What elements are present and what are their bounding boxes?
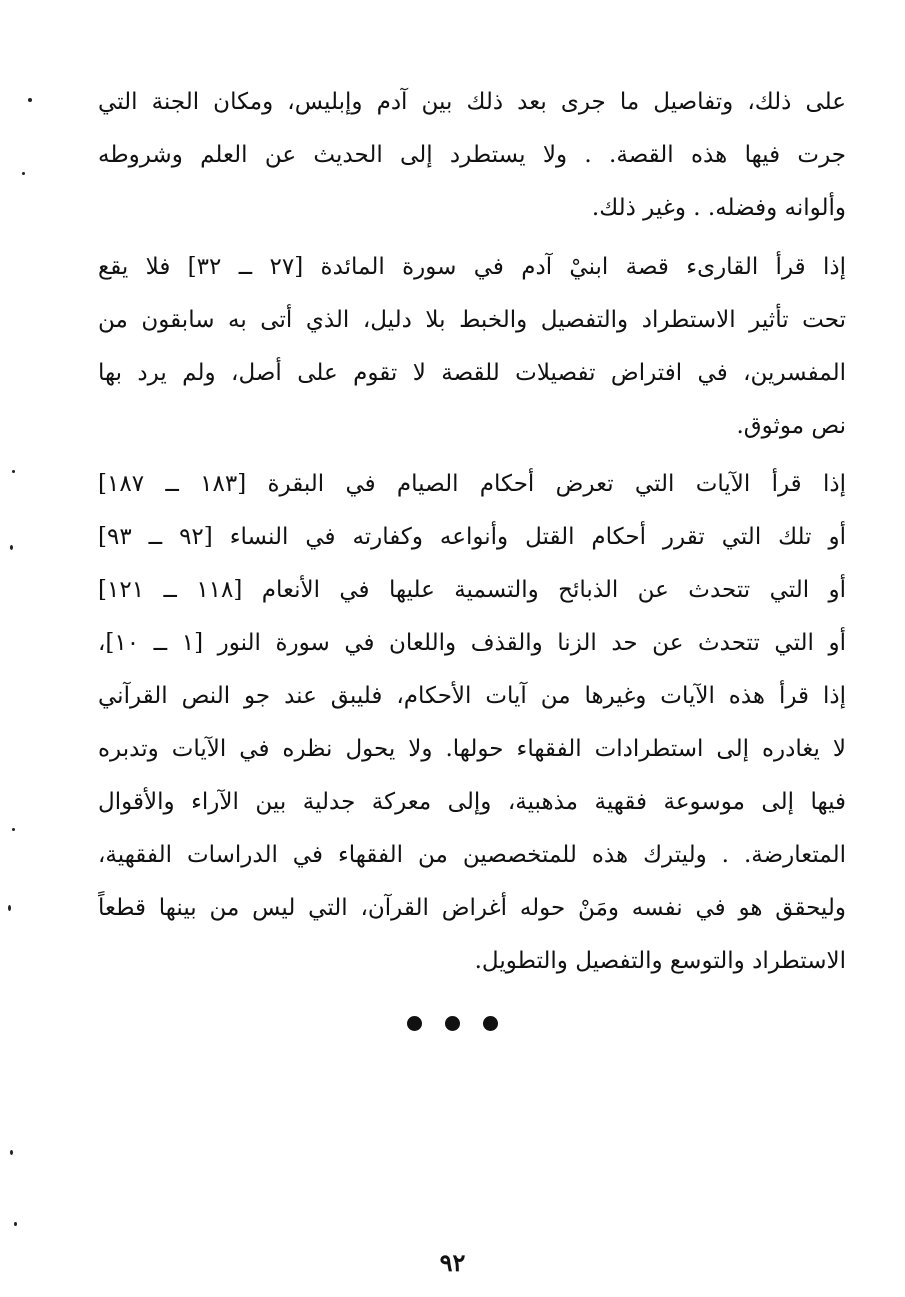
paragraph-2-line-4: نص موثوق. (736, 413, 846, 439)
paragraph-3-line-2: أو تلك التي تقرر أحكام القتل وأنواعه وكفارته في النساء [٩٢ ــ ٩٣] (98, 524, 846, 550)
scan-mark (28, 98, 32, 102)
paragraph-2-line-1: إذا قرأ القارىء قصة ابنيْ آدم في سورة المائدة [٢٧ ــ ٣٢] فلا يقع (98, 254, 846, 280)
paragraph-3-line-9: وليحقق هو في نفسه ومَنْ حوله أغراض القرآن، التي ليس من بينها قطعاً (98, 895, 846, 921)
separator-dot-icon (407, 1016, 422, 1031)
paragraph-2-line-3: المفسرين، في افتراض تفصيلات للقصة لا تقوم على أصل، ولم يرد بها (98, 360, 846, 386)
paragraph-3-line-5: إذا قرأ هذه الآيات وغيرها من آيات الأحكام، فليبق عند جو النص القرآني (98, 683, 846, 709)
paragraph-3-line-1: إذا قرأ الآيات التي تعرض أحكام الصيام في البقرة [١٨٣ ــ ١٨٧] (98, 471, 846, 497)
scan-mark (14, 1222, 17, 1226)
paragraph-3-line-8: المتعارضة. . وليترك هذه للمتخصصين من الفقهاء في الدراسات الفقهية، (98, 842, 846, 868)
scan-mark (10, 545, 13, 550)
paragraph-1 (98, 76, 846, 235)
paragraph-3-line-6: لا يغادره إلى استطرادات الفقهاء حولها. ولا يحول نظره في الآيات وتدبره (98, 736, 846, 762)
paragraph-2-line-2: تحت تأثير الاستطراد والتفصيل والخبط بلا دليل، الذي أتى به سابقون من (98, 307, 846, 333)
separator-dot-icon (483, 1016, 498, 1031)
paragraph-3-line-3: أو التي تتحدث عن الذبائح والتسمية عليها في الأنعام [١١٨ ــ ١٢١] (98, 577, 846, 603)
scan-mark (12, 470, 15, 473)
scan-mark (10, 1150, 13, 1155)
section-separator (0, 1016, 905, 1035)
paragraph-3-line-10: الاستطراد والتوسع والتفصيل والتطويل. (474, 948, 846, 974)
paragraph-3-line-7: فيها إلى موسوعة فقهية مذهبية، وإلى معركة جدلية بين الآراء والأقوال (98, 789, 846, 815)
page-number: ٩٢ (439, 1248, 466, 1277)
scan-mark (8, 905, 11, 911)
paragraph-1-line-1: على ذلك، وتفاصيل ما جرى بعد ذلك بين آدم وإبليس، ومكان الجنة التي (98, 89, 846, 115)
paragraph-2 (98, 241, 846, 453)
scan-mark (22, 172, 25, 175)
separator-dot-icon (445, 1016, 460, 1031)
paragraph-1-line-3: وألوانه وفضله. . وغير ذلك. (591, 195, 846, 221)
paragraph-3-line-4: أو التي تتحدث عن حد الزنا والقذف واللعان في سورة النور [١ ــ ١٠]، (98, 630, 846, 656)
paragraph-1-line-2: جرت فيها هذه القصة. . ولا يستطرد إلى الحديث عن العلم وشروطه (98, 142, 846, 168)
paragraph-3 (98, 458, 846, 988)
scan-mark (12, 828, 15, 831)
